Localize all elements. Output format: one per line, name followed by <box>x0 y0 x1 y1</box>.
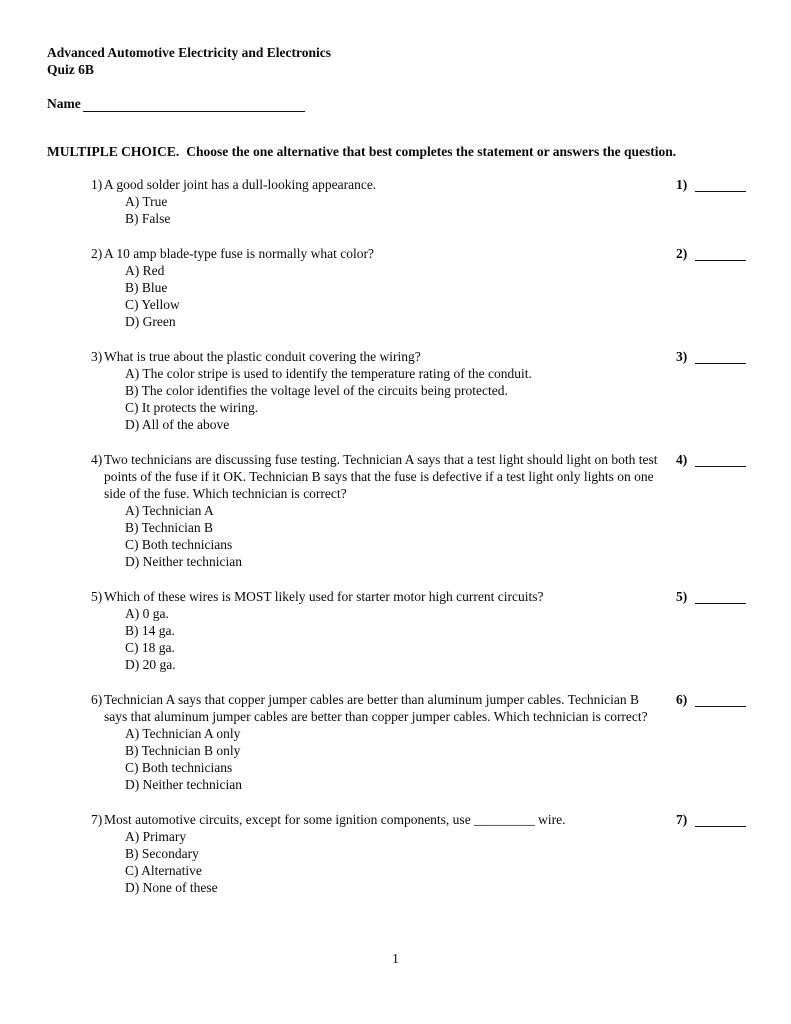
option-item: C) It protects the wiring. <box>125 400 259 415</box>
question-main <box>91 451 676 570</box>
question-text-content: Most automotive circuits, except for some ignition components, use _________ wire. <box>104 812 566 827</box>
question-main <box>91 691 676 793</box>
answer-slot <box>676 811 746 828</box>
question-text-content: What is true about the plastic conduit covering the wiring? <box>104 349 421 364</box>
question-text-content: Which of these wires is MOST likely used for starter motor high current circuits? <box>104 589 544 604</box>
options-list <box>125 502 664 570</box>
section-heading-instruction: Choose the one alternative that best completes the statement or answers the question. <box>186 144 677 159</box>
option-item: B) Secondary <box>125 846 199 861</box>
answer-blank-line <box>695 811 746 827</box>
answer-slot <box>676 451 746 468</box>
question-text-content: A 10 amp blade-type fuse is normally what color? <box>104 246 374 261</box>
answer-blank-line <box>695 245 746 261</box>
answer-slot <box>676 245 746 262</box>
course-title: Advanced Automotive Electricity and Electronics <box>47 45 331 60</box>
question-main <box>91 348 676 433</box>
section-heading-label: MULTIPLE CHOICE. <box>47 144 180 159</box>
option-item: D) Green <box>125 314 176 329</box>
answer-number: 1) <box>676 177 688 192</box>
section-heading <box>47 143 746 160</box>
option-item: C) Yellow <box>125 297 180 312</box>
question-text <box>91 811 664 828</box>
question-row <box>91 245 746 330</box>
question-row <box>91 691 746 793</box>
question-main <box>91 245 676 330</box>
question-text-content: A good solder joint has a dull-looking appearance. <box>104 177 377 192</box>
question-text <box>91 176 664 193</box>
question-main <box>91 811 676 896</box>
answer-slot <box>676 691 746 708</box>
question-text <box>91 691 664 725</box>
option-item: D) Neither technician <box>125 777 242 792</box>
question-number: 1) <box>91 177 103 192</box>
name-blank-line <box>83 96 305 112</box>
option-item: B) False <box>125 211 171 226</box>
answer-slot <box>676 176 746 193</box>
option-item: A) Technician A only <box>125 726 241 741</box>
answer-slot <box>676 348 746 365</box>
document-header <box>47 44 746 78</box>
question-text <box>91 245 664 262</box>
option-item: B) Technician B <box>125 520 214 535</box>
answer-blank-line <box>695 691 746 707</box>
option-item: A) Technician A <box>125 503 214 518</box>
question-row <box>91 176 746 227</box>
quiz-title: Quiz 6B <box>47 62 94 77</box>
option-item: A) The color stripe is used to identify the temperature rating of the conduit. <box>125 366 532 381</box>
option-item: D) 20 ga. <box>125 657 176 672</box>
question-main <box>91 176 676 227</box>
question-row <box>91 451 746 570</box>
page-footer <box>0 950 791 967</box>
question-text <box>91 451 664 502</box>
option-item: B) 14 ga. <box>125 623 175 638</box>
answer-blank-line <box>695 176 746 192</box>
answer-number: 7) <box>676 812 688 827</box>
answer-number: 2) <box>676 246 688 261</box>
question-number: 6) <box>91 692 103 707</box>
question-text <box>91 588 664 605</box>
option-item: A) 0 ga. <box>125 606 169 621</box>
question-text-content: Technician A says that copper jumper cables are better than aluminum jumper cables. Technician B says that aluminum jumper cables are better than copper jumper cables. Which technician is correct? <box>104 692 648 724</box>
answer-number: 6) <box>676 692 688 707</box>
answer-number: 5) <box>676 589 688 604</box>
name-label: Name <box>47 96 81 111</box>
question-number: 3) <box>91 349 103 364</box>
options-list <box>125 605 664 673</box>
option-item: C) Both technicians <box>125 537 233 552</box>
question-main <box>91 588 676 673</box>
option-item: C) Both technicians <box>125 760 233 775</box>
options-list <box>125 193 664 227</box>
option-item: C) 18 ga. <box>125 640 175 655</box>
option-item: D) Neither technician <box>125 554 242 569</box>
option-item: B) Technician B only <box>125 743 241 758</box>
name-row <box>47 95 746 112</box>
question-row <box>91 811 746 896</box>
question-text-content: Two technicians are discussing fuse testing. Technician A says that a test light should light on both test points of the fuse if it OK. Technician B says that the fuse is defective if a test light only lights on one side of the fuse. Which technician is correct? <box>104 452 658 501</box>
options-list <box>125 365 664 433</box>
page-number: 1 <box>392 951 399 966</box>
option-item: B) The color identifies the voltage level of the circuits being protected. <box>125 383 508 398</box>
option-item: D) None of these <box>125 880 218 895</box>
options-list <box>125 725 664 793</box>
option-item: D) All of the above <box>125 417 230 432</box>
answer-slot <box>676 588 746 605</box>
option-item: C) Alternative <box>125 863 202 878</box>
question-row <box>91 348 746 433</box>
answer-blank-line <box>695 348 746 364</box>
option-item: A) Primary <box>125 829 187 844</box>
question-text <box>91 348 664 365</box>
question-row <box>91 588 746 673</box>
options-list <box>125 262 664 330</box>
answer-blank-line <box>695 451 746 467</box>
question-number: 5) <box>91 589 103 604</box>
answer-number: 3) <box>676 349 688 364</box>
question-number: 4) <box>91 452 103 467</box>
question-number: 7) <box>91 812 103 827</box>
answer-blank-line <box>695 588 746 604</box>
option-item: A) True <box>125 194 168 209</box>
question-number: 2) <box>91 246 103 261</box>
answer-number: 4) <box>676 452 688 467</box>
options-list <box>125 828 664 896</box>
questions-list <box>47 176 746 896</box>
option-item: B) Blue <box>125 280 168 295</box>
option-item: A) Red <box>125 263 165 278</box>
